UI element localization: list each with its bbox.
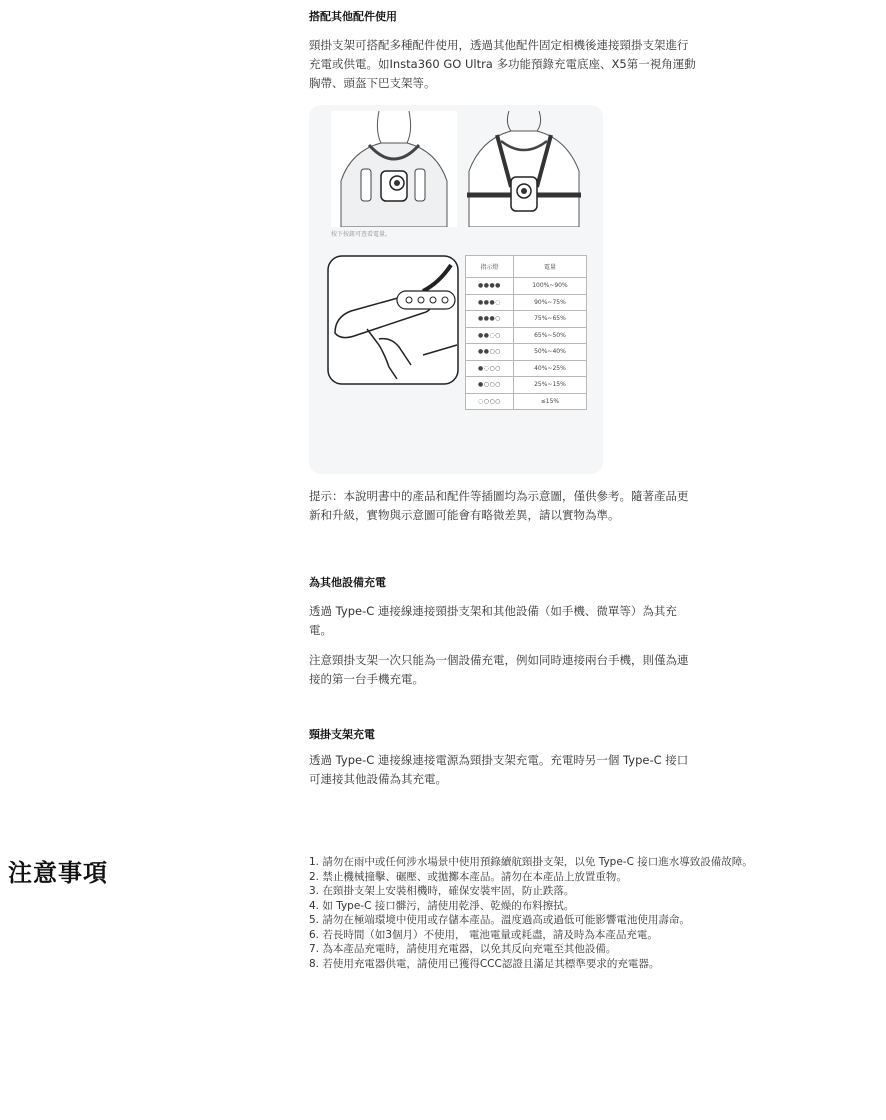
table-row bbox=[466, 294, 587, 311]
level-cell: 100%~90% bbox=[513, 278, 586, 295]
header-indicator: 指示燈 bbox=[466, 256, 514, 278]
list-item: 3. 在頸掛支架上安裝相機時，確保安裝牢固，防止跌落。 bbox=[309, 885, 575, 897]
indicator-cell: ●●●● bbox=[466, 278, 514, 295]
table-row bbox=[466, 377, 587, 394]
illustration-hint: 提示：本說明書中的產品和配件等插圖均為示意圖，僅供參考。隨著產品更新和升級，實物與示意圖可能會有略微差異，請以實物為準。 bbox=[309, 489, 689, 522]
accessories-paragraph: 頸掛支架可搭配多種配件使用，透過其他配件固定相機後連接頸掛支架進行充電或供電。如Insta360 GO Ultra 多功能預錄充電底座、X5第一視角運動胸帶、頭盔下巴支架等。 bbox=[309, 38, 696, 90]
neck-mount-worn-illustration bbox=[331, 111, 457, 227]
indicator-cell: ●●◌○ bbox=[466, 327, 514, 344]
list-item: 6. 若長時間（如3個月）不使用， 電池電量或耗盡，請及時為本產品充電。 bbox=[309, 928, 658, 941]
indicator-cell: ●○○○ bbox=[466, 377, 514, 394]
table-row bbox=[466, 311, 587, 328]
list-item: 4. 如 Type-C 接口髒污，請使用乾淨、乾燥的布料擦拭。 bbox=[309, 899, 575, 912]
indicator-cell: ◌○○○ bbox=[466, 393, 514, 410]
list-item: 7. 為本產品充電時，請使用充電器，以免其反向充電至其他設備。 bbox=[309, 943, 617, 955]
list-item: 5. 請勿在極端環境中使用或存儲本產品。溫度過高或過低可能影響電池使用壽命。 bbox=[309, 914, 690, 926]
indicator-cell: ●◌○○ bbox=[466, 360, 514, 377]
table-row bbox=[466, 360, 587, 377]
chest-strap-illustration bbox=[461, 111, 587, 227]
section-title-charge-mount: 頸掛支架充電 bbox=[309, 728, 375, 741]
battery-button-illustration bbox=[327, 255, 459, 385]
charge-others-paragraph: 透過 Type-C 連接線連接頸掛支架和其他設備（如手機、微單等）為其充電。 bbox=[309, 604, 677, 637]
table-row bbox=[466, 278, 587, 295]
level-cell: 40%~25% bbox=[513, 360, 586, 377]
charge-others-note: 注意頸掛支架一次只能為一個設備充電，例如同時連接兩台手機，則僅為連接的第一台手機充電。 bbox=[309, 653, 689, 686]
header-level: 電量 bbox=[513, 256, 586, 278]
charge-mount-paragraph: 透過 Type-C 連接線連接電源為頸掛支架充電。充電時另一個 Type-C 接口可連接其他設備為其充電。 bbox=[309, 753, 689, 786]
table-row bbox=[466, 327, 587, 344]
list-item: 8. 若使用充電器供電，請使用已獲得CCC認證且滿足其標準要求的充電器。 bbox=[309, 957, 660, 970]
indicator-cell: ●●●○ bbox=[466, 311, 514, 328]
indicator-cell: ●●○○ bbox=[466, 344, 514, 361]
level-cell: 65%~50% bbox=[513, 327, 586, 344]
list-item: 2. 禁止機械撞擊、碾壓、或拋擲本產品。請勿在本產品上放置重物。 bbox=[309, 870, 627, 883]
level-cell: 75%~65% bbox=[513, 311, 586, 328]
level-cell: 25%~15% bbox=[513, 377, 586, 394]
figure-caption: 按下按鈕可查看電量。 bbox=[331, 231, 392, 238]
precautions-title: 注意事項 bbox=[8, 859, 108, 887]
illustration-panel bbox=[309, 105, 603, 474]
level-cell: ≤15% bbox=[513, 393, 586, 410]
battery-indicator-table bbox=[465, 255, 587, 410]
level-cell: 90%~75% bbox=[513, 294, 586, 311]
table-row bbox=[466, 393, 587, 410]
precautions-list bbox=[309, 855, 869, 971]
level-cell: 50%~40% bbox=[513, 344, 586, 361]
list-item: 1. 請勿在雨中或任何涉水場景中使用預錄續航頸掛支架，以免 Type-C 接口進水導致設備故障。 bbox=[309, 856, 753, 868]
table-row bbox=[466, 344, 587, 361]
section-title-accessories: 搭配其他配件使用 bbox=[309, 10, 397, 23]
table-header-row bbox=[466, 256, 587, 278]
section-title-charge-others: 為其他設備充電 bbox=[309, 576, 386, 589]
indicator-cell: ●●●◌ bbox=[466, 294, 514, 311]
